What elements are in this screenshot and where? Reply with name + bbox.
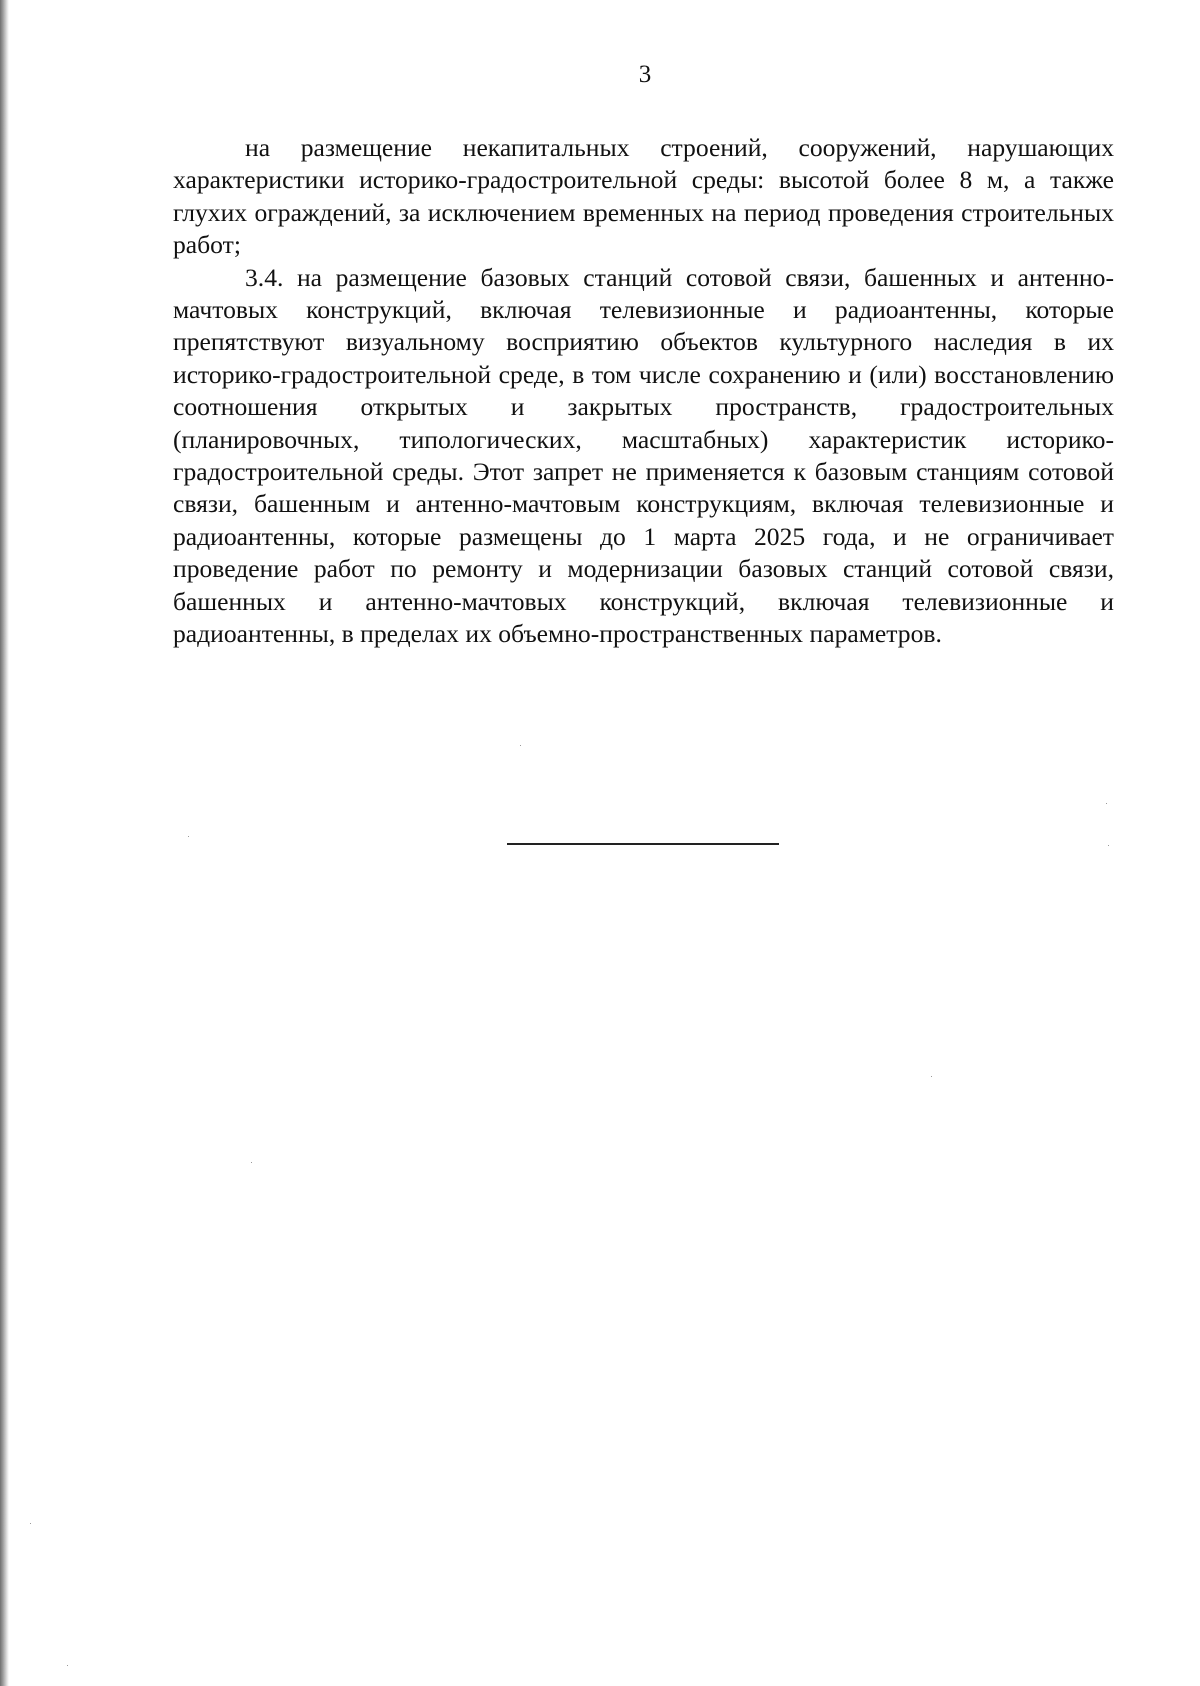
document-body [173, 132, 1114, 651]
scan-speck [520, 745, 521, 746]
scan-speck [188, 836, 189, 837]
scan-speck [1108, 845, 1109, 846]
scan-speck [1106, 803, 1107, 804]
scan-speck [30, 1523, 31, 1524]
paragraph-continuation: на размещение некапитальных строений, сооружений, нарушающих характеристики историко-градостроительной среды: высотой более 8 м, а также глухих ограждений, за исключением временных на период проведения строительных работ; [173, 133, 1114, 260]
paragraph-3-4: 3.4. на размещение базовых станций сотовой связи, башенных и антенно-мачтовых конструкций, включая телевизионные и радиоантенны, которые препятствуют визуальному восприятию объектов культурного наследия в их историко-градостроительной среде, в том числе сохранению и (или) восстановлению соотношения открытых и закрытых пространств, градостроительных (планировочных, типологических, масштабных) характеристик историко-градостроительной среды. Этот запрет не применяется к базовым станциям сотовой связи, башенным и антенно-мачтовым конструкциям, включая телевизионные и радиоантенны, которые размещены до 1 марта 2025 года, и не ограничивает проведение работ по ремонту и модернизации базовых станций сотовой связи, башенных и антенно-мачтовых конструкций, включая телевизионные и радиоантенны, в пределах их объемно-пространственных параметров. [173, 262, 1114, 649]
scan-speck [251, 1162, 252, 1163]
end-of-text-divider [507, 843, 779, 845]
scan-speck [931, 1076, 932, 1077]
page-number: 3 [638, 61, 652, 88]
scan-speck [67, 1665, 68, 1666]
scan-edge-shadow [0, 0, 9, 1686]
